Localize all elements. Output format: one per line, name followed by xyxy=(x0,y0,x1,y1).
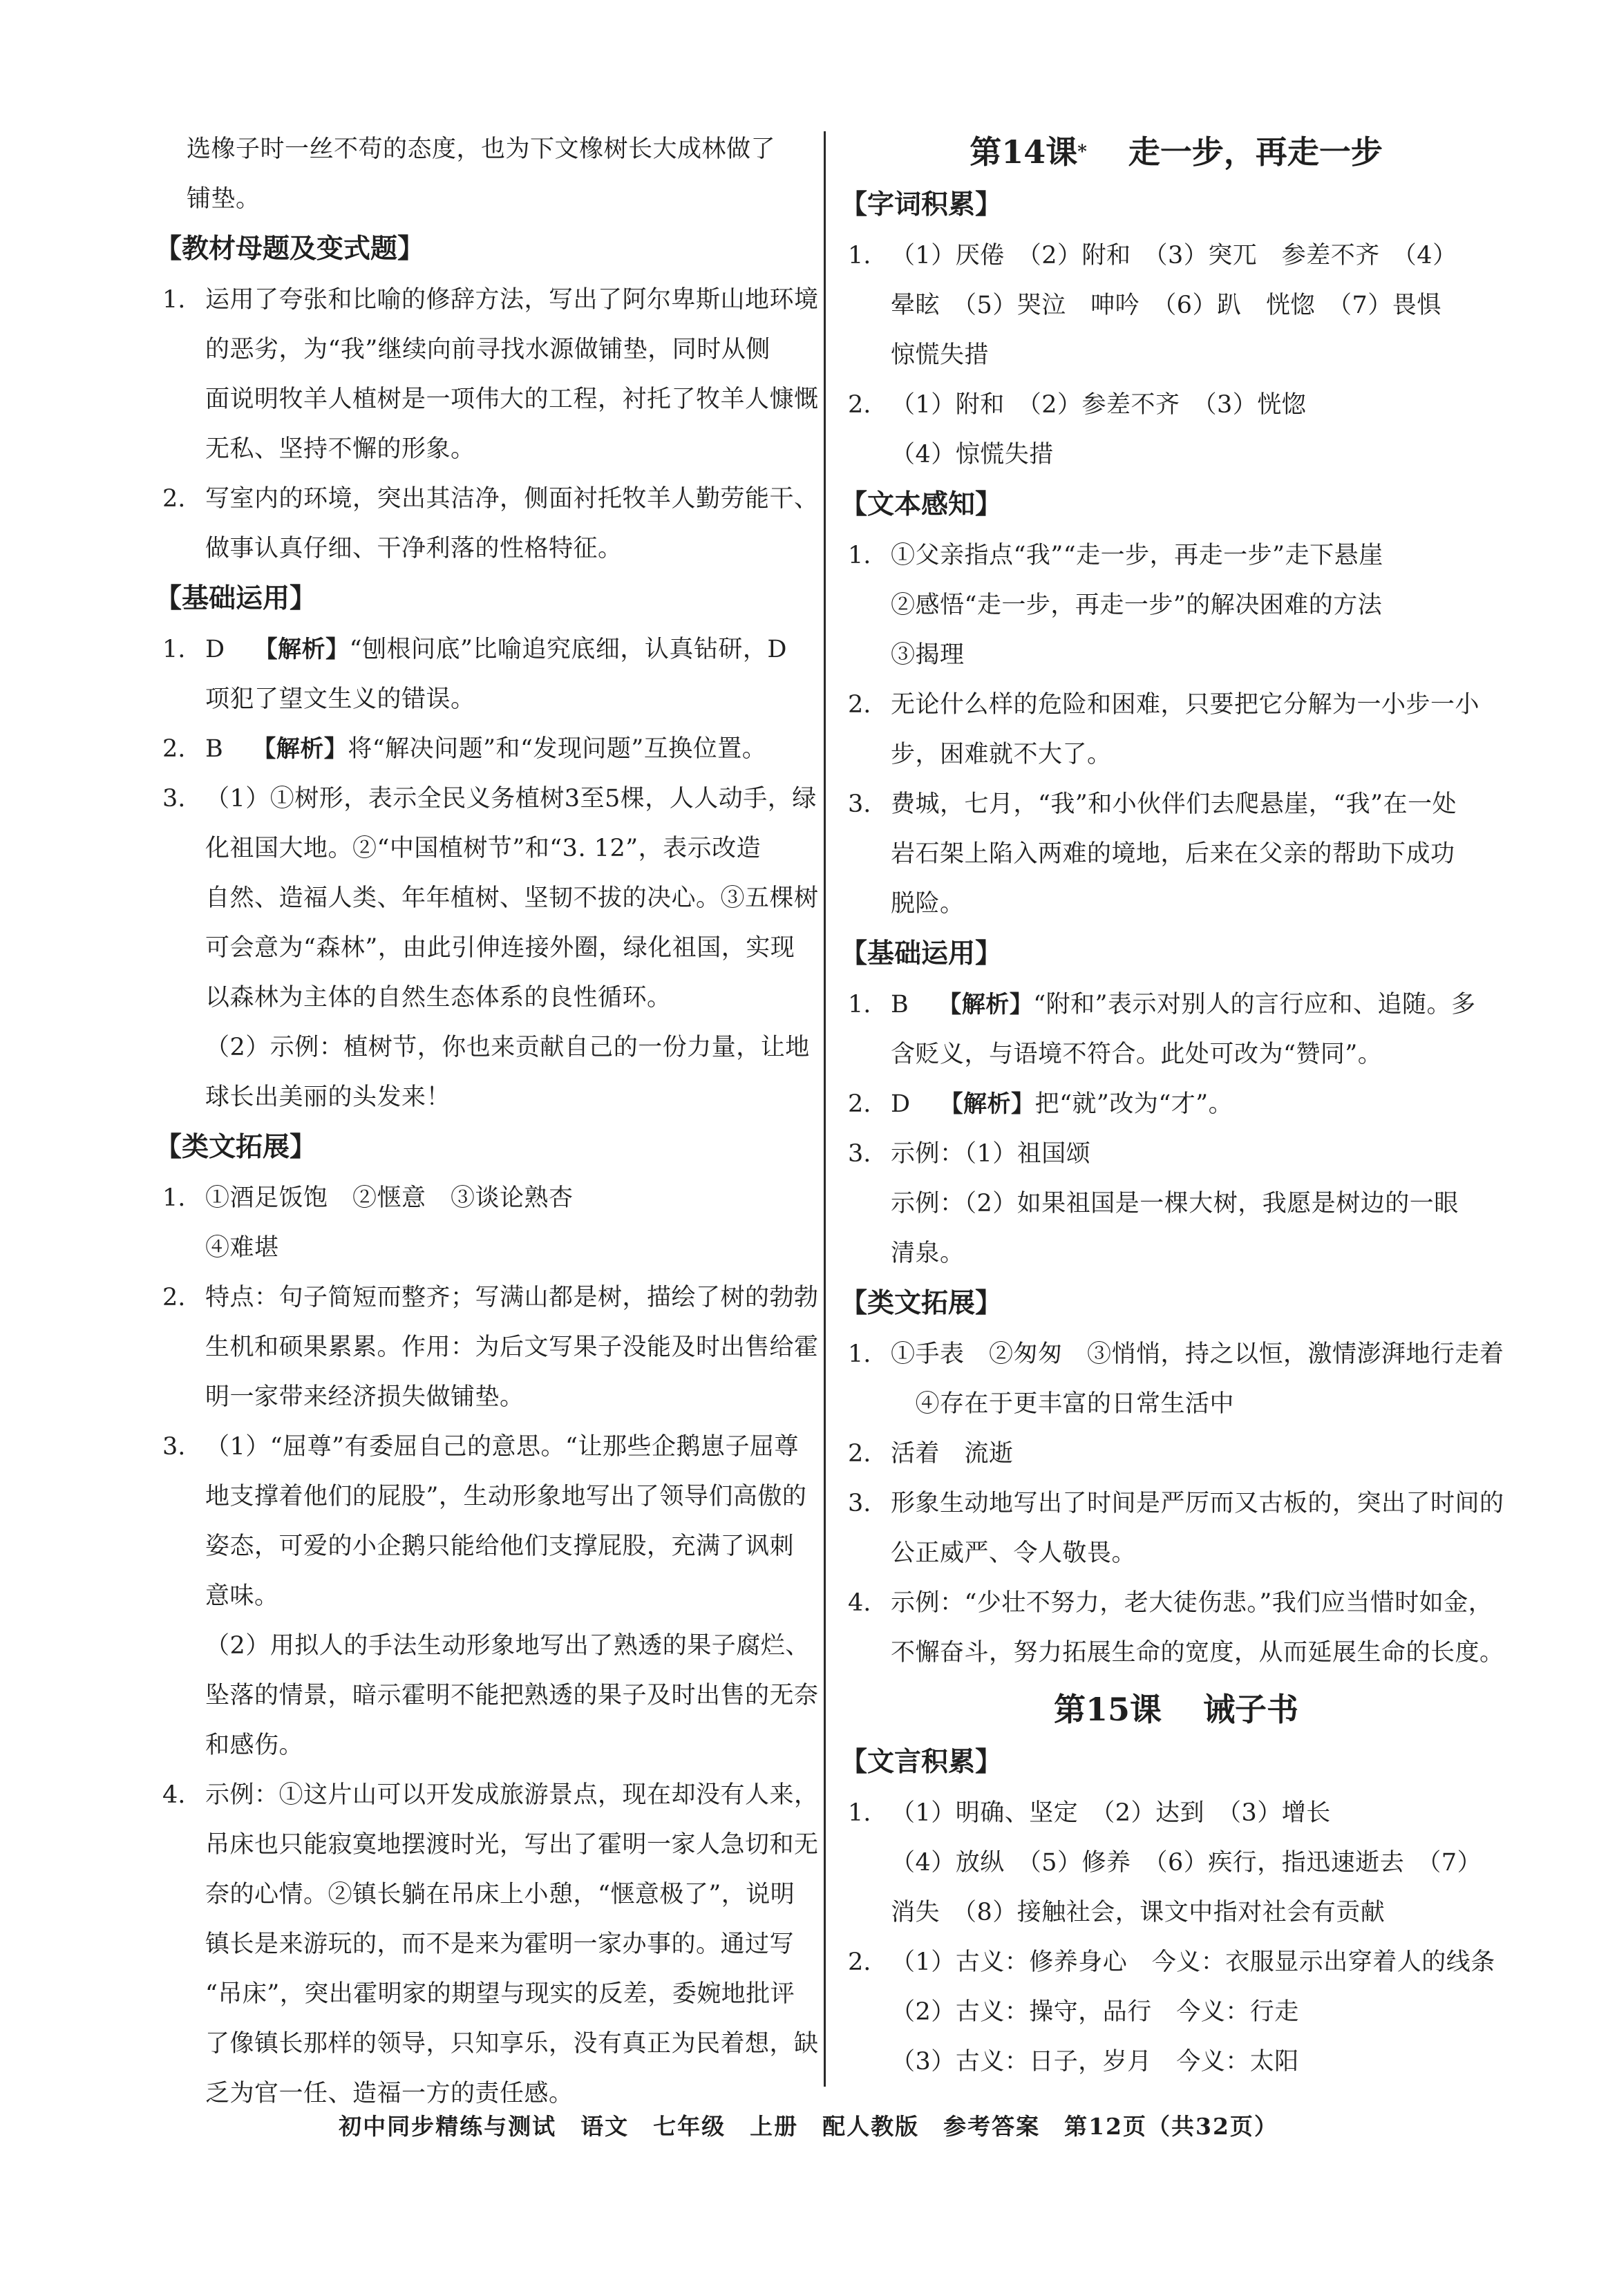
analysis-label: 【解析】 xyxy=(939,1090,1035,1118)
answer-choice: D xyxy=(205,636,225,663)
answer-item xyxy=(848,1479,1504,1578)
answer-line: 消失 （8）接触社会，课文中指对社会有贡献 xyxy=(891,1899,1386,1926)
answer-line: （1）古义：修养身心 今义：衣服显示出穿着人的线条 xyxy=(891,1948,1495,1976)
answer-line: 步，困难就不大了。 xyxy=(891,741,1112,768)
answer-line: 可会意为“森林”，由此引伸连接外圈，绿化祖国，实现 xyxy=(205,934,795,962)
answer-line: 球长出美丽的头发来！ xyxy=(205,1083,451,1111)
answer-line: 乏为官一任、造福一方的责任感。 xyxy=(205,2080,574,2107)
item-number: 3. xyxy=(162,785,186,813)
item-number: 3. xyxy=(848,1490,871,1517)
item-number: 4. xyxy=(162,1781,186,1809)
answer-line: ①酒足饭饱 ②惬意 ③谈论熟杏 xyxy=(205,1184,574,1212)
answer-line: 清泉。 xyxy=(891,1240,965,1267)
continued-text: 铺垫。 xyxy=(187,185,261,213)
answer-item xyxy=(848,1578,1504,1678)
answer-line: 公正威严、令人敬畏。 xyxy=(891,1539,1137,1567)
item-number: 1. xyxy=(848,242,871,269)
answer-line: 无私、坚持不懈的形象。 xyxy=(205,435,475,463)
section-heading: 【类文拓展】 xyxy=(840,1288,1003,1319)
item-number: 2. xyxy=(162,735,186,763)
item-number: 1. xyxy=(162,1184,186,1212)
answer-line: （2）用拟人的手法生动形象地写出了熟透的果子腐烂、 xyxy=(205,1632,810,1660)
answer-line: 无论什么样的危险和困难，只要把它分解为一小步一小 xyxy=(891,691,1480,719)
item-number: 2. xyxy=(848,1948,871,1976)
answer-line: 地支撑着他们的屁股”，生动形象地写出了领导们高傲的 xyxy=(205,1483,807,1510)
answer-item xyxy=(162,774,819,1122)
lesson-name: 诫子书 xyxy=(1203,1691,1298,1728)
item-number: 2. xyxy=(848,1440,871,1468)
answer-line: 吊床也只能寂寞地摆渡时光，写出了霍明一家人急切和无 xyxy=(205,1831,819,1859)
analysis-text: 项犯了望文生义的错误。 xyxy=(205,685,475,713)
lesson-number: 第14课 xyxy=(970,133,1078,171)
answer-line: （1）厌倦 （2）附和 （3）突兀 参差不齐 （4） xyxy=(891,242,1457,269)
left-column xyxy=(155,124,819,2118)
answer-item xyxy=(848,231,1501,380)
answer-item xyxy=(848,1079,1501,1129)
answer-line: 岩石架上陷入两难的境地，后来在父亲的帮助下成功 xyxy=(891,840,1455,868)
answer-item xyxy=(162,1173,815,1273)
answer-choice: D xyxy=(891,1090,911,1118)
answer-line: 示例：①这片山可以开发成旅游景点，现在却没有人来， xyxy=(205,1781,819,1809)
item-number: 2. xyxy=(848,691,871,719)
answer-line: ④存在于更丰富的日常生活中 xyxy=(891,1390,1235,1418)
lesson-number: 第15课 xyxy=(1053,1691,1162,1728)
answer-line: ④难堪 xyxy=(205,1234,279,1262)
lesson-star: * xyxy=(1077,142,1087,162)
right-column xyxy=(840,124,1504,2087)
item-number: 1. xyxy=(848,1799,871,1827)
answer-line: 惊慌失措 xyxy=(891,341,990,369)
analysis-text: 含贬义，与语境不符合。此处可改为“赞同”。 xyxy=(891,1041,1383,1068)
answer-item xyxy=(162,275,819,474)
answer-line xyxy=(851,1079,1501,1129)
answer-choice: B xyxy=(891,991,909,1018)
item-number: 3. xyxy=(848,790,871,818)
answer-line: “吊床”，突出霍明家的期望与现实的反差，委婉地批评 xyxy=(205,1980,795,2008)
answer-line: 特点：句子简短而整齐；写满山都是树，描绘了树的勃勃 xyxy=(205,1284,819,1311)
analysis-text: 把“就”改为“才”。 xyxy=(1034,1090,1233,1118)
answer-line xyxy=(166,724,815,774)
answer-line: 的恶劣，为“我”继续向前寻找水源做铺垫，同时从侧 xyxy=(205,336,770,363)
item-number: 4. xyxy=(848,1589,871,1617)
answer-item xyxy=(848,779,1501,929)
answer-item xyxy=(162,1273,819,1422)
analysis-label: 【解析】 xyxy=(938,991,1034,1018)
answer-line: 写室内的环境，突出其洁净，侧面衬托牧羊人勤劳能干、 xyxy=(205,485,819,513)
answer-item xyxy=(848,1429,1501,1479)
answer-line: （1）“屈尊”有委屈自己的意思。“让那些企鹅崽子屈尊 xyxy=(205,1433,799,1461)
answer-line: ②感悟“走一步，再走一步”的解决困难的方法 xyxy=(891,591,1383,619)
answer-line: 形象生动地写出了时间是严厉而又古板的，突出了时间的 xyxy=(891,1490,1504,1517)
answer-line: （1）附和 （2）参差不齐 （3）恍惚 xyxy=(891,391,1307,419)
answer-item xyxy=(848,1788,1501,1937)
answer-line: （4）放纵 （5）修养 （6）疾行，指迅速逝去 （7） xyxy=(891,1849,1482,1877)
section-heading: 【文言积累】 xyxy=(840,1747,1003,1778)
item-number: 2. xyxy=(848,1090,871,1118)
item-number: 2. xyxy=(848,391,871,419)
item-number: 3. xyxy=(848,1140,871,1168)
page-footer: 初中同步精练与测试 语文 七年级 上册 配人教版 参考答案 第12页（共32页） xyxy=(339,2113,1278,2140)
answer-line: 奈的心情。②镇长躺在吊床上小憩，“惬意极了”，说明 xyxy=(205,1881,795,1908)
lesson-name: 走一步，再走一步 xyxy=(1128,133,1383,171)
answer-line: （2）示例：植树节，你也来贡献自己的一份力量，让地 xyxy=(205,1034,810,1061)
section-heading: 【文本感知】 xyxy=(840,489,1003,520)
answer-line xyxy=(851,980,1501,1030)
analysis-text: “刨根问底”比喻追究底细，认真钻研，D xyxy=(349,636,787,663)
answer-line: 费城，七月，“我”和小伙伴们去爬悬崖，“我”在一处 xyxy=(891,790,1457,818)
answer-line: 活着 流逝 xyxy=(891,1440,1014,1468)
answer-item xyxy=(848,380,1501,480)
answer-line: 面说明牧羊人植树是一项伟大的工程，衬托了牧羊人慷慨 xyxy=(205,386,819,413)
answer-line: 化祖国大地。②“中国植树节”和“3. 12”，表示改造 xyxy=(205,835,762,862)
answer-line: （3）古义：日子，岁月 今义：太阳 xyxy=(891,2048,1299,2076)
answer-line: 示例：（2）如果祖国是一棵大树，我愿是树边的一眼 xyxy=(891,1190,1459,1217)
analysis-label: 【解析】 xyxy=(254,636,350,663)
item-number: 1. xyxy=(162,286,186,314)
section-heading: 【字词积累】 xyxy=(840,189,1003,220)
section-heading: 【基础运用】 xyxy=(840,938,1003,969)
answer-item xyxy=(848,1329,1504,1429)
answer-item xyxy=(848,680,1501,779)
answer-item xyxy=(162,625,815,724)
answer-item xyxy=(162,1770,819,2118)
answer-item xyxy=(848,1937,1501,2087)
lesson-title xyxy=(851,124,1501,180)
answer-line: 坠落的情景，暗示霍明不能把熟透的果子及时出售的无奈 xyxy=(205,1682,819,1709)
answer-line: ①手表 ②匆匆 ③悄悄，持之以恒，激情澎湃地行走着 xyxy=(891,1340,1504,1368)
analysis-label: 【解析】 xyxy=(252,735,348,763)
answer-line: 以森林为主体的自然生态体系的良性循环。 xyxy=(205,984,672,1012)
answer-line: ①父亲指点“我”“走一步，再走一步”走下悬崖 xyxy=(891,542,1383,569)
section-heading: 【教材母题及变式题】 xyxy=(155,234,425,265)
answer-line: 不懈奋斗，努力拓展生命的宽度，从而延展生命的长度。 xyxy=(891,1639,1504,1667)
answer-line: （1）①树形，表示全民义务植树3至5棵，人人动手，绿 xyxy=(205,785,817,813)
answer-choice: B xyxy=(205,735,224,763)
section-heading: 【基础运用】 xyxy=(155,583,317,614)
answer-line: （1）明确、坚定 （2）达到 （3）增长 xyxy=(891,1799,1331,1827)
answer-item xyxy=(162,1422,819,1770)
answer-item xyxy=(848,531,1501,680)
answer-line: 做事认真仔细、干净利落的性格特征。 xyxy=(205,535,623,562)
item-number: 1. xyxy=(848,542,871,569)
answer-line: 镇长是来游玩的，而不是来为霍明一家办事的。通过写 xyxy=(205,1930,795,1958)
answer-item xyxy=(848,980,1501,1079)
answer-line: （4）惊慌失措 xyxy=(891,441,1054,468)
answer-line: ③揭理 xyxy=(891,641,965,669)
answer-line: 自然、造福人类、年年植树、坚韧不拔的决心。③五棵树 xyxy=(205,884,819,912)
answer-line: 晕眩 （5）哭泣 呻吟 （6）趴 恍惚 （7）畏惧 xyxy=(891,292,1441,319)
column-divider xyxy=(824,131,826,2087)
answer-line: 运用了夸张和比喻的修辞方法，写出了阿尔卑斯山地环境 xyxy=(205,286,819,314)
answer-line xyxy=(166,625,815,674)
analysis-text: “附和”表示对别人的言行应和、追随。多 xyxy=(1033,991,1476,1018)
answer-line: 姿态，可爱的小企鹅只能给他们支撑屁股，充满了讽刺 xyxy=(205,1533,795,1560)
answer-line: 明一家带来经济损失做铺垫。 xyxy=(205,1383,524,1411)
answer-line: 示例：（1）祖国颂 xyxy=(891,1140,1091,1168)
section-heading: 【类文拓展】 xyxy=(155,1132,317,1163)
analysis-text: 将“解决问题”和“发现问题”互换位置。 xyxy=(348,735,767,763)
item-number: 1. xyxy=(848,1340,871,1368)
answer-line: 和感伤。 xyxy=(205,1732,304,1759)
answer-line: （2）古义：操守，品行 今义：行走 xyxy=(891,1998,1299,2026)
continued-text: 选橡子时一丝不苟的态度，也为下文橡树长大成林做了 xyxy=(187,135,776,163)
lesson-title xyxy=(851,1682,1501,1737)
answer-item xyxy=(848,1129,1501,1278)
item-number: 1. xyxy=(162,636,186,663)
answer-line: 示例：“少壮不努力，老大徒伤悲。”我们应当惜时如金， xyxy=(891,1589,1493,1617)
answer-item xyxy=(162,474,819,573)
answer-line: 了像镇长那样的领导，只知享乐，没有真正为民着想，缺 xyxy=(205,2030,819,2058)
answer-line: 脱险。 xyxy=(891,890,965,918)
item-number: 1. xyxy=(848,991,871,1018)
item-number: 2. xyxy=(162,485,186,513)
item-number: 3. xyxy=(162,1433,186,1461)
item-number: 2. xyxy=(162,1284,186,1311)
answer-line: 意味。 xyxy=(205,1582,279,1610)
answer-line: 生机和硕果累累。作用：为后文写果子没能及时出售给霍 xyxy=(205,1334,819,1361)
answer-item xyxy=(162,724,815,774)
